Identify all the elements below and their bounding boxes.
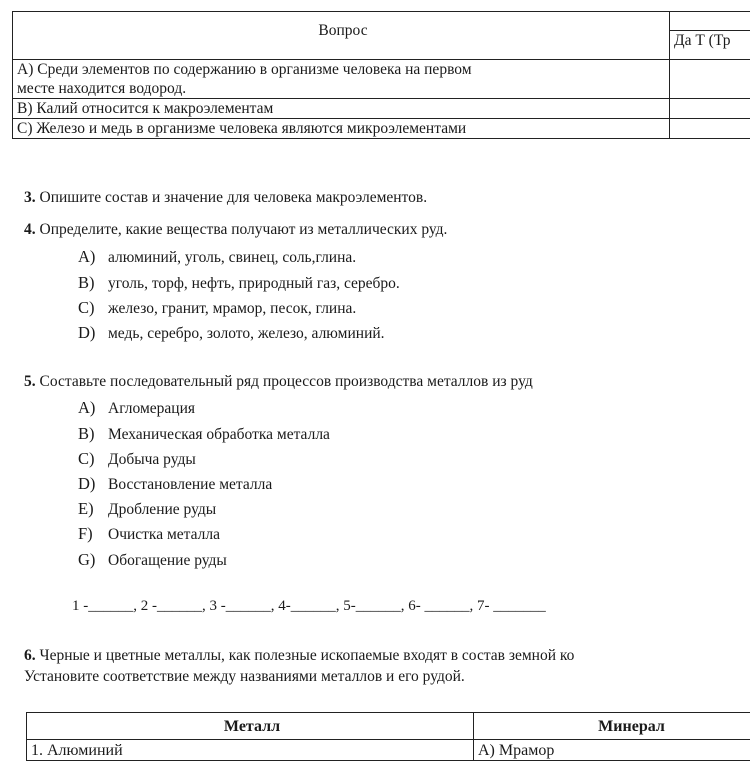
table-row: В) Калий относится к макроэлементам — [13, 99, 670, 119]
option-text: алюминий, уголь, свинец, соль,глина. — [108, 249, 356, 266]
answer-cell[interactable] — [670, 60, 750, 99]
option-c[interactable] — [78, 298, 356, 318]
row-text-line: А) Среди элементов по содержанию в организме человека на первом — [17, 60, 669, 79]
question-number: 3. — [24, 189, 36, 206]
option-letter: E) — [78, 499, 108, 518]
option-letter: D) — [78, 323, 108, 342]
option-letter: F) — [78, 524, 108, 543]
question-text: Составьте последовательный ряд процессов производства металлов из руд — [40, 373, 533, 390]
option-text: Агломерация — [108, 400, 195, 417]
table-row: С) Железо и медь в организме человека являются микроэлементами — [13, 119, 670, 139]
option-letter: D) — [78, 474, 108, 493]
option-e[interactable] — [78, 499, 216, 519]
question-4 — [24, 220, 447, 239]
table-row — [13, 60, 670, 99]
option-letter: A) — [78, 247, 108, 266]
header-question: Вопрос — [13, 12, 670, 60]
question-6-line2: Установите соответствие между названиями металлов и его рудой. — [24, 667, 465, 686]
option-g[interactable] — [78, 550, 227, 570]
option-b[interactable] — [78, 273, 400, 293]
option-text: Восстановление металла — [108, 476, 272, 493]
option-letter: A) — [78, 398, 108, 417]
question-5 — [24, 372, 533, 391]
option-b[interactable] — [78, 424, 330, 444]
option-letter: B) — [78, 424, 108, 443]
true-false-table — [12, 11, 750, 139]
option-text: Дробление руды — [108, 501, 216, 518]
option-letter: C) — [78, 449, 108, 468]
matching-table — [26, 712, 750, 761]
option-d[interactable] — [78, 474, 272, 494]
header-metal: Металл — [27, 713, 474, 740]
option-a[interactable] — [78, 247, 356, 267]
option-a[interactable] — [78, 398, 195, 418]
question-6 — [24, 646, 574, 665]
row-text-line: месте находится водород. — [17, 79, 669, 98]
option-text: железо, гранит, мрамор, песок, глина. — [108, 300, 356, 317]
question-text: Определите, какие вещества получают из металлических руд. — [40, 221, 448, 238]
option-d[interactable] — [78, 323, 385, 343]
header-answer: Да Т (Тр — [670, 31, 750, 60]
option-text: Механическая обработка металла — [108, 426, 330, 443]
answer-cell[interactable] — [670, 99, 750, 119]
option-text: медь, серебро, золото, железо, алюминий. — [108, 325, 385, 342]
option-text: Обогащение руды — [108, 552, 227, 569]
question-3 — [24, 188, 427, 207]
option-letter: C) — [78, 298, 108, 317]
option-text: уголь, торф, нефть, природный газ, серебро. — [108, 275, 400, 292]
question-text: Черные и цветные металлы, как полезные ископаемые входят в состав земной ко — [40, 647, 575, 664]
option-letter: G) — [78, 550, 108, 569]
option-letter: B) — [78, 273, 108, 292]
question-number: 4. — [24, 221, 36, 238]
option-text: Добыча руды — [108, 451, 196, 468]
option-f[interactable] — [78, 524, 220, 544]
question-number: 6. — [24, 647, 36, 664]
option-c[interactable] — [78, 449, 196, 469]
metal-cell: 1. Алюминий — [27, 740, 474, 761]
question-text: Опишите состав и значение для человека макроэлементов. — [40, 189, 428, 206]
answer-cell[interactable] — [670, 119, 750, 139]
header-answer-top — [670, 12, 750, 31]
answer-sequence-line[interactable]: 1 -______, 2 -______, 3 -______, 4-______, 5-______, 6- ______, 7- _______ — [72, 597, 546, 616]
question-number: 5. — [24, 373, 36, 390]
mineral-cell: A) Мрамор — [474, 740, 750, 761]
option-text: Очистка металла — [108, 526, 220, 543]
header-mineral: Минерал — [474, 713, 750, 740]
